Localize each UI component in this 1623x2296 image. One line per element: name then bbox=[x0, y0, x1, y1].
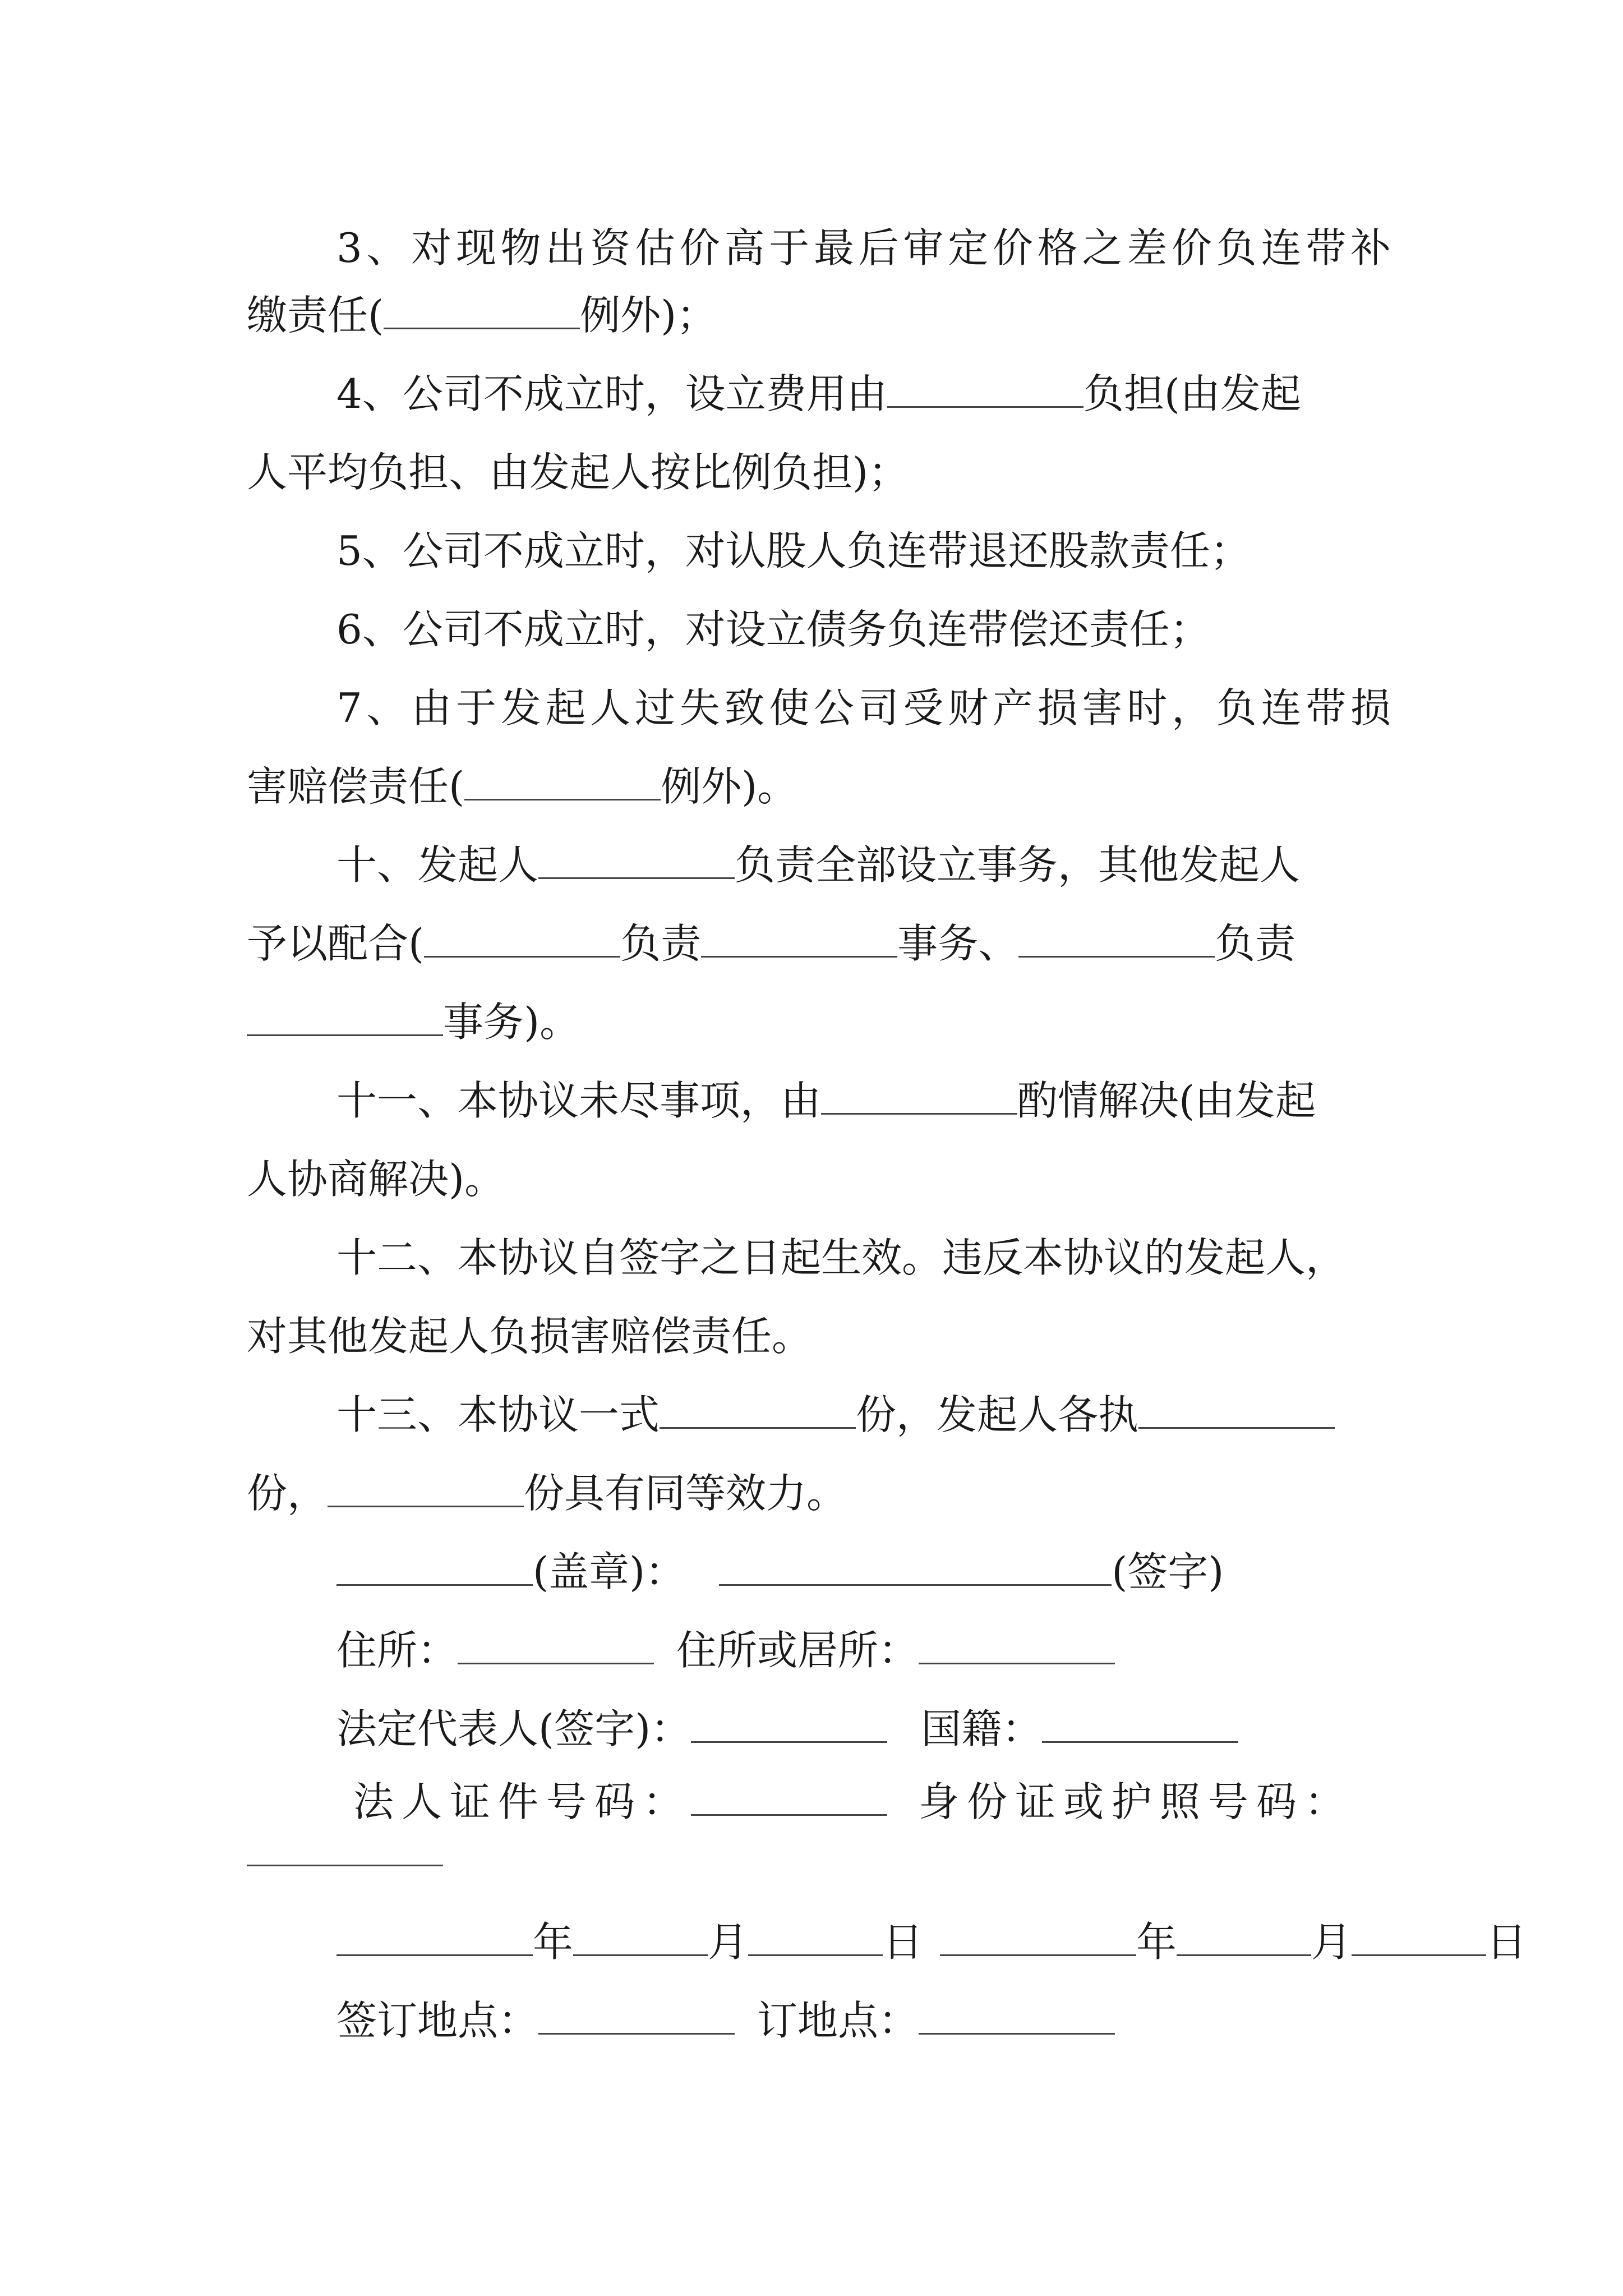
clause-4-line-2: 人平均负担、由发起人按比例负担)； bbox=[247, 449, 909, 496]
id-number-line bbox=[247, 1824, 443, 1880]
exception-blank[interactable] bbox=[384, 292, 580, 329]
day-blank-1[interactable] bbox=[748, 1918, 883, 1956]
clause-12-line-1: 十二、本协议自签字之日起生效。违反本协议的发起人， bbox=[336, 1234, 1347, 1281]
clause-13-text-b: 份，发起人各执 bbox=[856, 1391, 1139, 1438]
id-number-blank[interactable] bbox=[247, 1829, 443, 1866]
promoter-b-blank[interactable] bbox=[1018, 920, 1215, 958]
clause-7-text-b: 例外)。 bbox=[661, 763, 798, 810]
place-label: 订地点： bbox=[757, 1997, 919, 2044]
nationality-blank[interactable] bbox=[1042, 1705, 1238, 1743]
day-label-1: 日 bbox=[883, 1918, 924, 1966]
resolver-blank[interactable] bbox=[821, 1077, 1017, 1115]
clause-12-line-2: 对其他发起人负损害赔偿责任。 bbox=[247, 1313, 813, 1360]
clause-6: 6、公司不成立时，对设立债务负连带偿还责任； bbox=[336, 606, 1210, 653]
copies-each-blank[interactable] bbox=[1138, 1391, 1335, 1429]
exception-blank-2[interactable] bbox=[464, 763, 661, 800]
clause-10-text-e: 事务、 bbox=[897, 920, 1019, 967]
year-blank-2[interactable] bbox=[940, 1918, 1136, 1956]
signer-name-blank[interactable] bbox=[719, 1548, 1112, 1586]
matter-a-blank[interactable] bbox=[701, 920, 897, 958]
domicile-label: 住所： bbox=[336, 1627, 458, 1674]
legal-id-label: 法人证件号码： bbox=[353, 1778, 691, 1825]
clause-4-line-1 bbox=[336, 366, 1301, 422]
sign-place-label: 签订地点： bbox=[336, 1997, 539, 2044]
clause-10-line-2 bbox=[247, 915, 1295, 972]
clause-11-text-a: 十一、本协议未尽事项，由 bbox=[336, 1077, 822, 1124]
clause-13-line-2 bbox=[247, 1465, 847, 1521]
legal-rep-blank[interactable] bbox=[691, 1705, 887, 1743]
clause-7-text-a: 害赔偿责任( bbox=[247, 763, 465, 810]
id-passport-label: 身份证或护照号码： bbox=[919, 1778, 1353, 1825]
clause-10-text-g: 事务)。 bbox=[443, 999, 580, 1046]
clause-4-text-a: 4、公司不成立时，设立费用由 bbox=[336, 370, 887, 417]
promoter-a-blank[interactable] bbox=[424, 920, 620, 958]
place-line bbox=[336, 1993, 1115, 2049]
clause-10-text-a: 十、发起人 bbox=[336, 841, 539, 889]
clause-5: 5、公司不成立时，对认股人负连带退还股款责任； bbox=[336, 527, 1251, 574]
month-label-2: 月 bbox=[1311, 1918, 1352, 1966]
clause-7-line-1: 7、由于发起人过失致使公司受财产损害时，负连带损 bbox=[336, 684, 1391, 731]
legal-id-blank[interactable] bbox=[691, 1778, 887, 1816]
company-name-blank[interactable] bbox=[336, 1548, 533, 1586]
cost-bearer-blank[interactable] bbox=[887, 370, 1083, 408]
month-blank-2[interactable] bbox=[1177, 1918, 1311, 1956]
id-line bbox=[353, 1774, 1353, 1830]
sign-label: (签字) bbox=[1112, 1548, 1224, 1595]
clause-13-text-c: 份， bbox=[247, 1470, 328, 1517]
clause-10-line-3 bbox=[247, 994, 580, 1050]
copies-equal-blank[interactable] bbox=[328, 1470, 524, 1507]
domicile-blank[interactable] bbox=[458, 1627, 654, 1664]
clause-10-line-1 bbox=[336, 837, 1300, 893]
clause-4-text-b: 负担(由发起 bbox=[1083, 370, 1301, 417]
month-label-1: 月 bbox=[708, 1918, 749, 1966]
clause-3-text-a: 缴责任( bbox=[247, 292, 384, 339]
residence-blank[interactable] bbox=[919, 1627, 1115, 1664]
day-label-2: 日 bbox=[1486, 1918, 1527, 1966]
clause-3-line-1: 3、对现物出资估价高于最后审定价格之差价负连带补 bbox=[336, 224, 1391, 272]
clause-10-text-b: 负责全部设立事务，其他发起人 bbox=[735, 841, 1301, 889]
domicile-line bbox=[336, 1622, 1115, 1678]
copies-total-blank[interactable] bbox=[660, 1391, 856, 1429]
month-blank-1[interactable] bbox=[573, 1918, 708, 1956]
lead-promoter-blank[interactable] bbox=[538, 841, 735, 879]
clause-11-line-1 bbox=[336, 1073, 1316, 1129]
clause-10-text-d: 负责 bbox=[620, 920, 702, 967]
clause-13-text-a: 十三、本协议一式 bbox=[336, 1391, 660, 1438]
year-label-1: 年 bbox=[533, 1918, 574, 1966]
clause-10-text-f: 负责 bbox=[1215, 920, 1296, 967]
day-blank-2[interactable] bbox=[1352, 1918, 1486, 1956]
clause-3-line-2 bbox=[247, 287, 717, 343]
seal-label: (盖章)： bbox=[533, 1548, 686, 1595]
legal-rep-line bbox=[336, 1701, 1238, 1757]
legal-rep-label: 法定代表人(签字)： bbox=[336, 1705, 691, 1752]
residence-label: 住所或居所： bbox=[676, 1627, 919, 1674]
matter-b-blank[interactable] bbox=[247, 999, 443, 1036]
date-line bbox=[336, 1914, 1527, 1970]
clause-3-text-b: 例外)； bbox=[580, 292, 717, 339]
clause-13-text-d: 份具有同等效力。 bbox=[524, 1470, 847, 1517]
sign-place-blank[interactable] bbox=[538, 1997, 735, 2035]
place-blank[interactable] bbox=[919, 1997, 1115, 2035]
clause-7-line-2 bbox=[247, 758, 797, 815]
year-label-2: 年 bbox=[1136, 1918, 1177, 1966]
signature-line bbox=[336, 1544, 1224, 1600]
clause-13-line-1 bbox=[336, 1387, 1335, 1443]
clause-11-text-b: 酌情解决(由发起 bbox=[1017, 1077, 1316, 1124]
clause-11-line-2: 人协商解决)。 bbox=[247, 1156, 505, 1203]
clause-10-text-c: 予以配合( bbox=[247, 920, 425, 967]
nationality-label: 国籍： bbox=[921, 1705, 1043, 1752]
year-blank-1[interactable] bbox=[336, 1918, 533, 1956]
